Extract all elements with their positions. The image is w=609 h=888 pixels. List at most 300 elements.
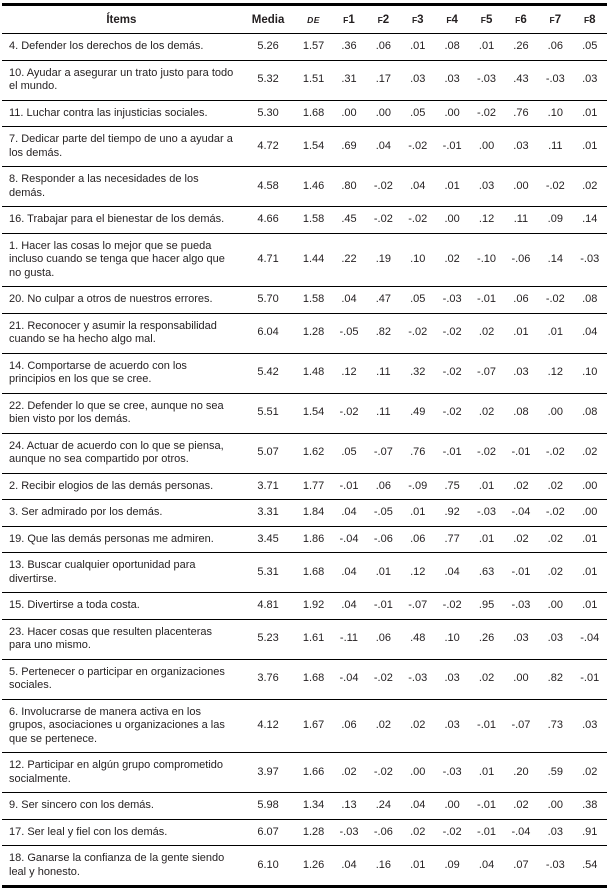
loading-value-f1: .04 [332, 846, 366, 887]
loading-value-f7: -.03 [538, 846, 572, 887]
table-row [2, 526, 607, 553]
loading-value-f2: -.02 [366, 753, 400, 793]
loading-value-f4: -.02 [435, 593, 469, 620]
loading-value-f1: .80 [332, 167, 366, 207]
column-header-f3: F3 [401, 5, 435, 34]
loading-value-f7: .02 [538, 473, 572, 500]
loading-value-f1: .45 [332, 207, 366, 234]
loading-value-f1: .13 [332, 793, 366, 820]
item-label: 24. Actuar de acuerdo con lo que se piensa, aunque no sea compartido por otros. [2, 433, 241, 473]
media-value: 3.31 [241, 500, 296, 527]
loading-value-f5: -.02 [469, 433, 503, 473]
loading-value-f6: .07 [504, 846, 538, 887]
loading-value-f7: .02 [538, 526, 572, 553]
de-value: 1.48 [295, 353, 331, 393]
loading-value-f3: .02 [401, 819, 435, 846]
de-value: 1.57 [295, 34, 331, 61]
factor-prefix: F [411, 15, 418, 25]
loading-value-f4: -.02 [435, 819, 469, 846]
de-value: 1.58 [295, 207, 331, 234]
loading-value-f3: .12 [401, 553, 435, 593]
table-row [2, 127, 607, 167]
table-row [2, 593, 607, 620]
loading-value-f3: .76 [401, 433, 435, 473]
loading-value-f6: .08 [504, 393, 538, 433]
item-label: 17. Ser leal y fiel con los demás. [2, 819, 241, 846]
loading-value-f3: -.02 [401, 207, 435, 234]
de-value: 1.26 [295, 846, 331, 887]
loading-value-f1: .02 [332, 753, 366, 793]
loading-value-f5: -.01 [469, 287, 503, 314]
loading-value-f3: .49 [401, 393, 435, 433]
column-header-f1: F1 [332, 5, 366, 34]
table-row [2, 619, 607, 659]
table-row [2, 313, 607, 353]
loading-value-f2: -.06 [366, 526, 400, 553]
loading-value-f4: .92 [435, 500, 469, 527]
loading-value-f4: -.03 [435, 287, 469, 314]
factor-loadings-table [2, 3, 607, 888]
loading-value-f1: -.11 [332, 619, 366, 659]
loading-value-f7: .00 [538, 593, 572, 620]
table-row [2, 100, 607, 127]
loading-value-f5: -.03 [469, 60, 503, 100]
loading-value-f5: .63 [469, 553, 503, 593]
loading-value-f3: .05 [401, 100, 435, 127]
loading-value-f6: .03 [504, 619, 538, 659]
item-label: 20. No culpar a otros de nuestros errores. [2, 287, 241, 314]
loading-value-f5: .01 [469, 34, 503, 61]
loading-value-f5: .00 [469, 127, 503, 167]
loading-value-f4: .77 [435, 526, 469, 553]
item-label: 15. Divertirse a toda costa. [2, 593, 241, 620]
de-value: 1.77 [295, 473, 331, 500]
loading-value-f8: -.01 [573, 659, 607, 699]
loading-value-f8: .05 [573, 34, 607, 61]
loading-value-f2: .24 [366, 793, 400, 820]
media-value: 4.58 [241, 167, 296, 207]
loading-value-f6: .02 [504, 473, 538, 500]
loading-value-f3: .04 [401, 167, 435, 207]
loading-value-f3: .03 [401, 60, 435, 100]
loading-value-f8: -.04 [573, 619, 607, 659]
loading-value-f8: .02 [573, 167, 607, 207]
loading-value-f1: .36 [332, 34, 366, 61]
loading-value-f5: -.01 [469, 699, 503, 753]
loading-value-f3: .01 [401, 846, 435, 887]
loading-value-f4: -.02 [435, 393, 469, 433]
loading-value-f6: .06 [504, 287, 538, 314]
loading-value-f3: .02 [401, 699, 435, 753]
table-row [2, 473, 607, 500]
table-row [2, 793, 607, 820]
loading-value-f6: .43 [504, 60, 538, 100]
media-value: 5.70 [241, 287, 296, 314]
loading-value-f2: .01 [366, 553, 400, 593]
loading-value-f7: -.03 [538, 60, 572, 100]
loading-value-f6: .00 [504, 659, 538, 699]
loading-value-f3: -.02 [401, 313, 435, 353]
loading-value-f7: -.02 [538, 433, 572, 473]
loading-value-f3: -.02 [401, 127, 435, 167]
loading-value-f5: .95 [469, 593, 503, 620]
loading-value-f1: -.02 [332, 393, 366, 433]
loading-value-f7: .09 [538, 207, 572, 234]
loading-value-f2: .06 [366, 473, 400, 500]
media-value: 5.07 [241, 433, 296, 473]
de-value: 1.67 [295, 699, 331, 753]
loading-value-f4: .03 [435, 659, 469, 699]
loading-value-f2: -.05 [366, 500, 400, 527]
column-header--tems: Ítems [2, 5, 241, 34]
loading-value-f3: .01 [401, 34, 435, 61]
de-value: 1.34 [295, 793, 331, 820]
table-row [2, 819, 607, 846]
item-label: 21. Reconocer y asumir la responsabilidad cuando se ha hecho algo mal. [2, 313, 241, 353]
loading-value-f1: -.05 [332, 313, 366, 353]
table-row [2, 233, 607, 287]
loading-value-f3: .06 [401, 526, 435, 553]
factor-prefix: F [343, 15, 349, 25]
loading-value-f7: .03 [538, 619, 572, 659]
column-header-f7: F7 [538, 5, 572, 34]
media-value: 5.30 [241, 100, 296, 127]
loading-value-f3: -.09 [401, 473, 435, 500]
de-value: 1.68 [295, 100, 331, 127]
loading-value-f6: .02 [504, 793, 538, 820]
loading-value-f2: .82 [366, 313, 400, 353]
loading-value-f5: -.03 [469, 500, 503, 527]
media-value: 5.42 [241, 353, 296, 393]
table-row [2, 659, 607, 699]
loading-value-f2: -.07 [366, 433, 400, 473]
item-label: 6. Involucrarse de manera activa en los grupos, asociaciones u organizaciones a las que se pertenece. [2, 699, 241, 753]
loading-value-f8: .10 [573, 353, 607, 393]
loading-value-f5: .02 [469, 393, 503, 433]
loading-value-f1: -.04 [332, 659, 366, 699]
loading-value-f6: -.04 [504, 819, 538, 846]
column-header-f4: F4 [435, 5, 469, 34]
de-value: 1.28 [295, 313, 331, 353]
item-label: 18. Ganarse la confianza de la gente siendo leal y honesto. [2, 846, 241, 887]
factor-prefix: F [583, 15, 590, 25]
loading-value-f2: .06 [366, 34, 400, 61]
de-value: 1.61 [295, 619, 331, 659]
loading-value-f5: .01 [469, 473, 503, 500]
column-header-f2: F2 [366, 5, 400, 34]
factor-prefix: F [377, 15, 383, 25]
loading-value-f8: .91 [573, 819, 607, 846]
loading-value-f2: -.06 [366, 819, 400, 846]
loading-value-f1: .04 [332, 500, 366, 527]
loading-value-f2: .47 [366, 287, 400, 314]
loading-value-f4: -.02 [435, 313, 469, 353]
table-row [2, 846, 607, 887]
loading-value-f2: .11 [366, 353, 400, 393]
loading-value-f1: .06 [332, 699, 366, 753]
loading-value-f7: .73 [538, 699, 572, 753]
loading-value-f6: -.01 [504, 433, 538, 473]
loading-value-f7: .06 [538, 34, 572, 61]
item-label: 10. Ayudar a asegurar un trato justo para todo el mundo. [2, 60, 241, 100]
item-label: 12. Participar en algún grupo comprometido socialmente. [2, 753, 241, 793]
de-value: 1.68 [295, 659, 331, 699]
loading-value-f2: -.01 [366, 593, 400, 620]
de-value: 1.44 [295, 233, 331, 287]
loading-value-f7: .02 [538, 553, 572, 593]
loading-value-f4: .00 [435, 793, 469, 820]
table-body [2, 34, 607, 887]
loading-value-f7: -.02 [538, 287, 572, 314]
loading-value-f2: .19 [366, 233, 400, 287]
loading-value-f3: .10 [401, 233, 435, 287]
loading-value-f7: .01 [538, 313, 572, 353]
loading-value-f7: .00 [538, 393, 572, 433]
loading-value-f6: -.07 [504, 699, 538, 753]
de-value: 1.86 [295, 526, 331, 553]
loading-value-f2: .16 [366, 846, 400, 887]
de-value: 1.66 [295, 753, 331, 793]
loading-value-f8: .02 [573, 433, 607, 473]
media-value: 3.45 [241, 526, 296, 553]
loading-value-f3: .01 [401, 500, 435, 527]
de-value: 1.58 [295, 287, 331, 314]
loading-value-f5: .03 [469, 167, 503, 207]
item-label: 3. Ser admirado por los demás. [2, 500, 241, 527]
media-value: 6.07 [241, 819, 296, 846]
loading-value-f3: -.07 [401, 593, 435, 620]
loading-value-f1: .05 [332, 433, 366, 473]
loading-value-f4: .75 [435, 473, 469, 500]
de-value: 1.92 [295, 593, 331, 620]
loading-value-f2: .02 [366, 699, 400, 753]
loading-value-f1: .04 [332, 553, 366, 593]
loading-value-f5: .26 [469, 619, 503, 659]
table-row [2, 207, 607, 234]
media-value: 4.72 [241, 127, 296, 167]
loading-value-f8: .38 [573, 793, 607, 820]
media-value: 3.76 [241, 659, 296, 699]
loading-value-f4: -.02 [435, 353, 469, 393]
loading-value-f8: .00 [573, 500, 607, 527]
item-label: 14. Comportarse de acuerdo con los principios en los que se cree. [2, 353, 241, 393]
de-value: 1.51 [295, 60, 331, 100]
column-header-de: DE [295, 5, 331, 34]
loading-value-f7: .14 [538, 233, 572, 287]
loading-value-f5: .01 [469, 753, 503, 793]
loading-value-f6: .00 [504, 167, 538, 207]
loading-value-f5: .01 [469, 526, 503, 553]
loading-value-f1: .69 [332, 127, 366, 167]
loading-value-f4: .02 [435, 233, 469, 287]
loading-value-f8: .08 [573, 393, 607, 433]
loading-value-f1: -.03 [332, 819, 366, 846]
factor-prefix: F [480, 15, 486, 25]
loading-value-f8: .01 [573, 553, 607, 593]
loading-value-f6: .11 [504, 207, 538, 234]
media-value: 3.71 [241, 473, 296, 500]
table-row [2, 287, 607, 314]
loading-value-f2: .11 [366, 393, 400, 433]
loading-value-f4: -.01 [435, 433, 469, 473]
loading-value-f7: .12 [538, 353, 572, 393]
loading-value-f5: -.07 [469, 353, 503, 393]
de-value: 1.46 [295, 167, 331, 207]
loading-value-f8: .01 [573, 593, 607, 620]
de-value: 1.54 [295, 393, 331, 433]
table-row [2, 553, 607, 593]
item-label: 2. Recibir elogios de las demás personas. [2, 473, 241, 500]
de-value: 1.28 [295, 819, 331, 846]
media-value: 5.98 [241, 793, 296, 820]
table-row [2, 500, 607, 527]
media-value: 5.23 [241, 619, 296, 659]
loading-value-f2: .04 [366, 127, 400, 167]
loading-value-f3: .32 [401, 353, 435, 393]
loading-value-f4: .08 [435, 34, 469, 61]
loading-value-f4: .03 [435, 60, 469, 100]
loading-value-f7: .11 [538, 127, 572, 167]
table-row [2, 167, 607, 207]
loading-value-f2: -.02 [366, 659, 400, 699]
table-row [2, 34, 607, 61]
item-label: 5. Pertenecer o participar en organizaciones sociales. [2, 659, 241, 699]
loading-value-f8: .00 [573, 473, 607, 500]
loading-value-f5: .02 [469, 313, 503, 353]
loading-value-f8: .03 [573, 699, 607, 753]
item-label: 8. Responder a las necesidades de los demás. [2, 167, 241, 207]
item-label: 19. Que las demás personas me admiren. [2, 526, 241, 553]
loading-value-f5: -.01 [469, 793, 503, 820]
loading-value-f7: .03 [538, 819, 572, 846]
loading-value-f6: -.06 [504, 233, 538, 287]
loading-value-f2: .17 [366, 60, 400, 100]
loading-value-f8: .01 [573, 127, 607, 167]
header-row [2, 5, 607, 34]
loading-value-f5: -.10 [469, 233, 503, 287]
column-header-f5: F5 [469, 5, 503, 34]
loading-value-f3: .00 [401, 753, 435, 793]
media-value: 5.51 [241, 393, 296, 433]
loading-value-f7: .59 [538, 753, 572, 793]
de-value: 1.84 [295, 500, 331, 527]
loading-value-f4: .09 [435, 846, 469, 887]
loading-value-f8: .01 [573, 100, 607, 127]
item-label: 16. Trabajar para el bienestar de los demás. [2, 207, 241, 234]
factor-prefix: F [515, 15, 521, 25]
loading-value-f8: .14 [573, 207, 607, 234]
column-header-media: Media [241, 5, 296, 34]
loading-value-f4: .10 [435, 619, 469, 659]
media-value: 6.10 [241, 846, 296, 887]
column-header-f8: F8 [573, 5, 607, 34]
loading-value-f8: .04 [573, 313, 607, 353]
de-value: 1.54 [295, 127, 331, 167]
loading-value-f2: .06 [366, 619, 400, 659]
loading-value-f1: .12 [332, 353, 366, 393]
loading-value-f6: .03 [504, 353, 538, 393]
loading-value-f4: .00 [435, 207, 469, 234]
loading-value-f3: .04 [401, 793, 435, 820]
loading-value-f8: -.03 [573, 233, 607, 287]
loading-value-f4: -.03 [435, 753, 469, 793]
item-label: 22. Defender lo que se cree, aunque no sea bien visto por los demás. [2, 393, 241, 433]
table-row [2, 393, 607, 433]
loading-value-f2: -.02 [366, 207, 400, 234]
loading-value-f4: .03 [435, 699, 469, 753]
media-value: 5.31 [241, 553, 296, 593]
loading-value-f6: .26 [504, 34, 538, 61]
loading-value-f1: -.01 [332, 473, 366, 500]
table-row [2, 353, 607, 393]
table-row [2, 699, 607, 753]
media-value: 4.66 [241, 207, 296, 234]
item-label: 13. Buscar cualquier oportunidad para divertirse. [2, 553, 241, 593]
loading-value-f3: -.03 [401, 659, 435, 699]
loading-value-f8: .08 [573, 287, 607, 314]
media-value: 4.12 [241, 699, 296, 753]
loading-value-f3: .05 [401, 287, 435, 314]
media-value: 4.71 [241, 233, 296, 287]
loading-value-f4: .04 [435, 553, 469, 593]
loading-value-f1: .00 [332, 100, 366, 127]
loading-value-f7: .10 [538, 100, 572, 127]
table-row [2, 433, 607, 473]
loading-value-f1: .04 [332, 593, 366, 620]
loading-value-f7: -.02 [538, 167, 572, 207]
loading-value-f5: -.02 [469, 100, 503, 127]
media-value: 6.04 [241, 313, 296, 353]
loading-value-f6: -.03 [504, 593, 538, 620]
loading-value-f7: -.02 [538, 500, 572, 527]
media-value: 5.26 [241, 34, 296, 61]
de-value: 1.62 [295, 433, 331, 473]
loading-value-f3: .48 [401, 619, 435, 659]
media-value: 5.32 [241, 60, 296, 100]
column-header-f6: F6 [504, 5, 538, 34]
de-value: 1.68 [295, 553, 331, 593]
loading-value-f5: .12 [469, 207, 503, 234]
loading-value-f4: -.01 [435, 127, 469, 167]
table-header [2, 5, 607, 34]
item-label: 4. Defender los derechos de los demás. [2, 34, 241, 61]
loading-value-f1: .31 [332, 60, 366, 100]
loading-value-f6: .02 [504, 526, 538, 553]
loading-value-f6: .03 [504, 127, 538, 167]
item-label: 1. Hacer las cosas lo mejor que se pueda incluso cuando se tenga que hacer algo que no gusta. [2, 233, 241, 287]
factor-prefix: F [549, 15, 555, 25]
loading-value-f8: .54 [573, 846, 607, 887]
item-label: 23. Hacer cosas que resulten placenteras para uno mismo. [2, 619, 241, 659]
loading-value-f6: .76 [504, 100, 538, 127]
loading-value-f6: .01 [504, 313, 538, 353]
table-row [2, 753, 607, 793]
loading-value-f4: .01 [435, 167, 469, 207]
loading-value-f1: .04 [332, 287, 366, 314]
loading-value-f8: .01 [573, 526, 607, 553]
loading-value-f2: -.02 [366, 167, 400, 207]
media-value: 4.81 [241, 593, 296, 620]
factor-prefix: F [446, 15, 452, 25]
loading-value-f1: -.04 [332, 526, 366, 553]
media-value: 3.97 [241, 753, 296, 793]
loading-value-f5: .02 [469, 659, 503, 699]
item-label: 7. Dedicar parte del tiempo de uno a ayudar a los demás. [2, 127, 241, 167]
loading-value-f2: .00 [366, 100, 400, 127]
table-row [2, 60, 607, 100]
item-label: 9. Ser sincero con los demás. [2, 793, 241, 820]
loading-value-f5: .04 [469, 846, 503, 887]
